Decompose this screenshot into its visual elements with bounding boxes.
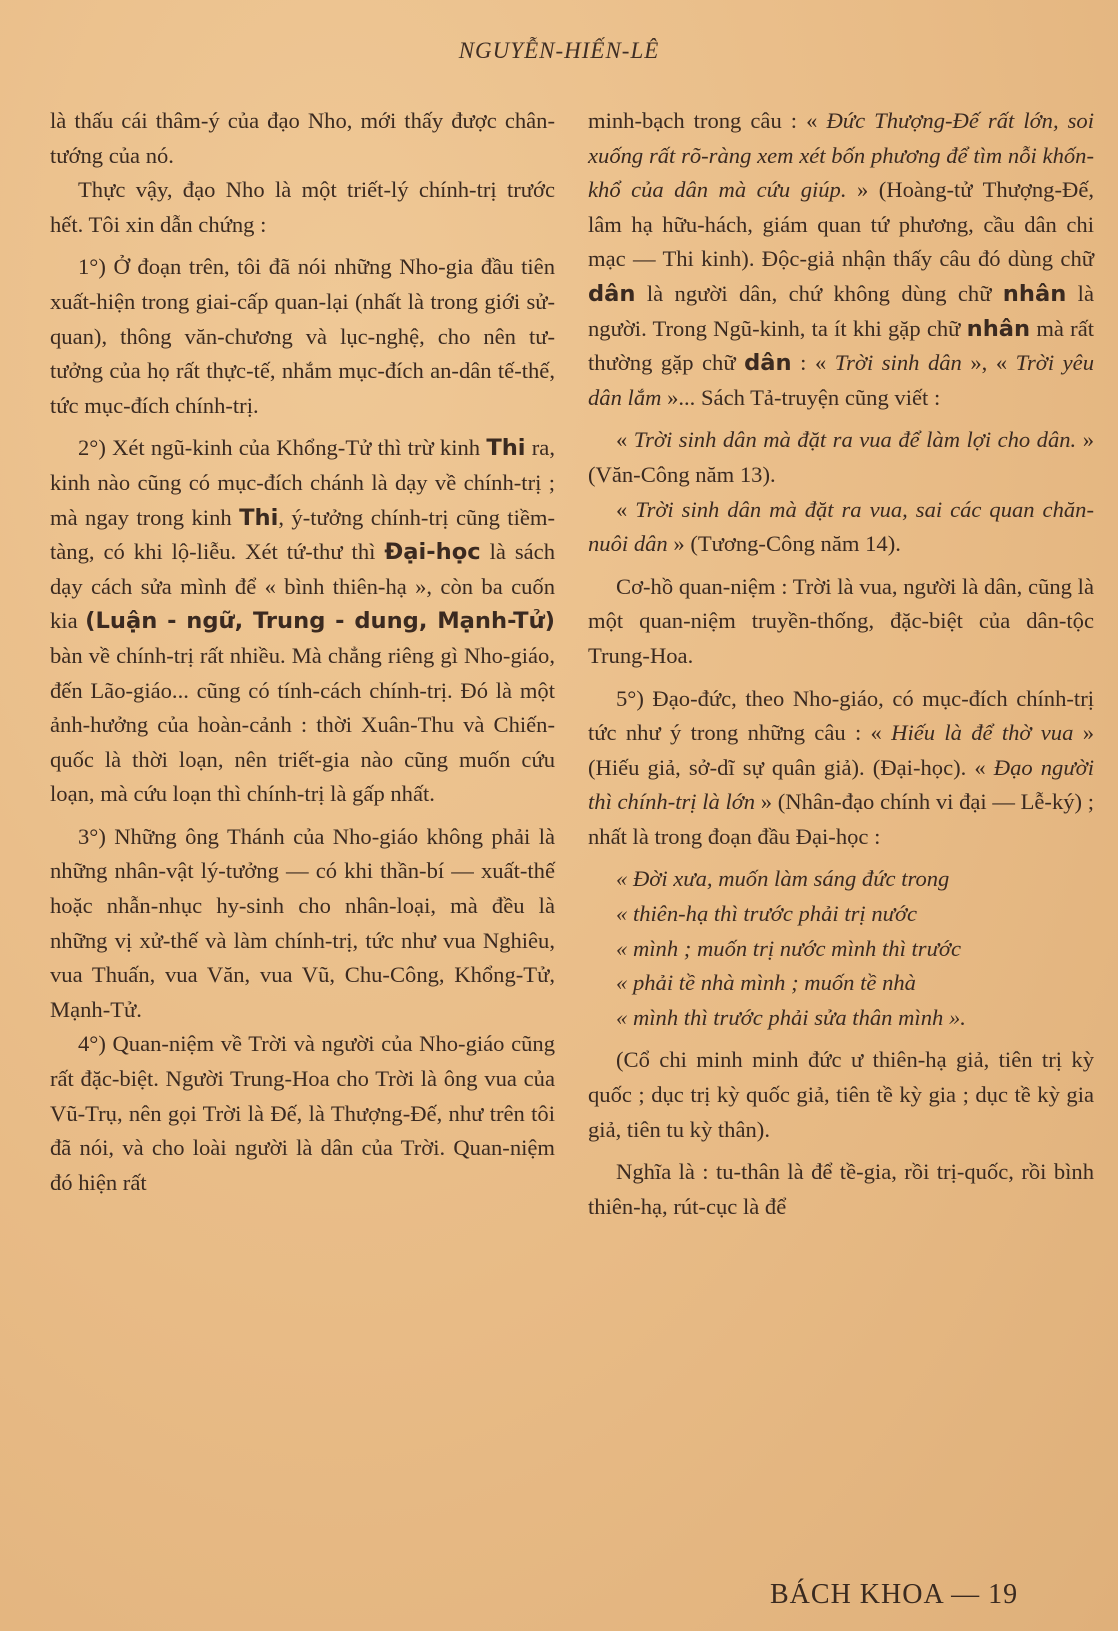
verse-line: « Đời xưa, muốn làm sáng đức trong [616, 866, 950, 892]
paragraph: Thực vậy, đạo Nho là một triết-lý chính-trị trước hết. Tôi xin dẫn chứng : [50, 177, 555, 237]
key-word: nhân [1002, 280, 1067, 307]
text-run: » (Nhân-đạo chính vi đại — Lễ-ký) ; nhất là trong đoạn đầu Đại-học : [588, 789, 1094, 849]
text-run: : « [791, 350, 835, 376]
paragraph: là thấu cái thâm-ý của đạo Nho, mới thấy được chân-tướng của nó. [50, 108, 555, 168]
text-run: « [616, 496, 636, 522]
left-column [50, 104, 555, 1200]
text-run: là người. Trong Ngũ-kinh, ta ít khi gặp chữ [588, 280, 1094, 341]
text-run: « [616, 427, 634, 453]
verse-line: « phải tề nhà mình ; muốn tề nhà [616, 970, 916, 996]
text-run: , ý-tưởng chính-trị cũng tiềm-tàng, có khi lộ-liễu. Xét tứ-thư thì [50, 504, 555, 565]
right-column [588, 104, 1094, 1224]
text-run: » (Hoàng-tử Thượng-Đế, lâm hạ hữu-hách, giám quan tứ phương, cầu dân chi mạc — Thi kinh). Độc-giả nhận thấy câu đó dùng chữ [588, 177, 1094, 272]
page-footer: BÁCH KHOA — 19 [770, 1579, 1019, 1610]
paragraph [588, 104, 1094, 415]
paragraph: 4°) Quan-niệm về Trời và người của Nho-giáo cũng rất đặc-biệt. Người Trung-Hoa cho Trời là ông vua của Vũ-Trụ, nên gọi Trời là Đế, là Thượng-Đế, như trên tôi đã nói, và cho loài người là dân của Trời. Quan-niệm đó hiện rất [50, 1031, 555, 1195]
text-run: », « [961, 350, 1016, 376]
paragraph [588, 682, 1094, 855]
key-word: dân [744, 350, 792, 377]
quotation: Trời sinh dân mà đặt ra vua để làm lợi cho dân. [633, 427, 1077, 453]
text-run: » (Văn-Công năm 13). [588, 427, 1094, 487]
paragraph: 3°) Những ông Thánh của Nho-giáo không phải là những nhân-vật lý-tưởng — có khi thần-bí — xuất-thế hoặc nhẫn-nhục hy-sinh cho nhân-loại, mà đều là những vị xử-thế và làm chính-trị, tức như vua Nghiêu, vua Thuấn, vua Văn, vua Vũ, Chu-Công, Khổng-Tử, Mạnh-Tử. [50, 823, 555, 1022]
text-run: bàn về chính-trị rất nhiều. Mà chẳng riêng gì Nho-giáo, đến Lão-giáo... cũng có tính-cách chính-trị. Đó là một ảnh-hưởng của hoàn-cảnh : thời Xuân-Thu và Chiến-quốc là thời loạn, nên triết-gia nào cũng muốn cứu loạn, mà cứu loạn thì chính-trị là gấp nhất. [50, 642, 555, 807]
text-run: mà rất thường gặp chữ [588, 315, 1095, 376]
book-title: Thi [486, 435, 526, 462]
running-header: NGUYỄN-HIẾN-LÊ [458, 38, 660, 63]
text-run: là người dân, chứ không dùng chữ [635, 280, 1003, 306]
paragraph [50, 431, 555, 812]
book-title: Đại-học [384, 539, 481, 566]
paragraph [588, 423, 1094, 492]
text-run: » (Hiếu giả, sở-dĩ sự quân giả). (Đại-học). « [588, 720, 1094, 780]
paragraph: Nghĩa là : tu-thân là để tề-gia, rồi trị-quốc, rồi bình thiên-hạ, rút-cục là để [588, 1159, 1094, 1219]
text-run: 5°) Đạo-đức, theo Nho-giáo, có mục-đích chính-trị tức như ý trong những câu : « [588, 685, 1094, 746]
verse-line: « mình ; muốn trị nước mình thì trước [616, 935, 961, 961]
quotation: Hiếu là để thờ vua [891, 720, 1074, 746]
paragraph: (Cổ chi minh minh đức ư thiên-hạ giả, tiên trị kỳ quốc ; dục trị kỳ quốc giả, tiên tề kỳ gia ; dục tề kỳ gia giả, tiên tu kỳ thân). [588, 1047, 1094, 1142]
text-run: ra, kinh nào cũng có mục-đích chánh là dạy về chính-trị ; mà ngay trong kinh [50, 435, 555, 530]
key-word: nhân [966, 315, 1031, 342]
quotation: Đạo người thì chính-trị là lớn [588, 754, 1095, 815]
key-word: dân [588, 280, 636, 307]
quotation: Trời sinh dân mà đặt ra vua, sai các quan chăn-nuôi dân [588, 496, 1094, 557]
book-title: Thi [239, 504, 279, 531]
text-run: minh-bạch trong câu : « [588, 108, 827, 133]
book-title: (Luận - ngữ, Trung - dung, Mạnh-Tử) [85, 608, 555, 635]
verse-line: « mình thì trước phải sửa thân mình ». [616, 1004, 966, 1030]
quotation: Đức Thượng-Đế rất lớn, soi xuống rất rõ-ràng xem xét bốn phương để tìm nỗi khốn-khổ của dân mà cứu giúp. [588, 108, 1095, 203]
verse-block [588, 862, 1094, 1035]
text-run: 2°) Xét ngũ-kinh của Khổng-Tử thì trừ kinh [78, 435, 487, 461]
quotation: Trời yêu dân lắm [588, 350, 1094, 410]
paragraph: 1°) Ở đoạn trên, tôi đã nói những Nho-gia đầu tiên xuất-hiện trong giai-cấp quan-lại (nhất là trong giới sử-quan), thông văn-chương và lục-nghệ, cho nên tư-tưởng của họ rất thực-tế, nhắm mục-đích an-dân tế-thế, tức mục-đích chính-trị. [50, 254, 555, 418]
text-run: » (Tương-Công năm 14). [667, 531, 901, 557]
quotation: Trời sinh dân [834, 350, 962, 376]
paragraph: Cơ-hồ quan-niệm : Trời là vua, người là dân, cũng là một quan-niệm truyền-thống, đặc-biệt của dân-tộc Trung-Hoa. [588, 573, 1094, 668]
paragraph [588, 493, 1094, 562]
verse-line: « thiên-hạ thì trước phải trị nước [616, 901, 918, 927]
text-run: »... Sách Tả-truyện cũng viết : [661, 384, 941, 410]
text-run: là sách dạy cách sửa mình để « bình thiên-hạ », còn ba cuốn kia [50, 539, 556, 634]
